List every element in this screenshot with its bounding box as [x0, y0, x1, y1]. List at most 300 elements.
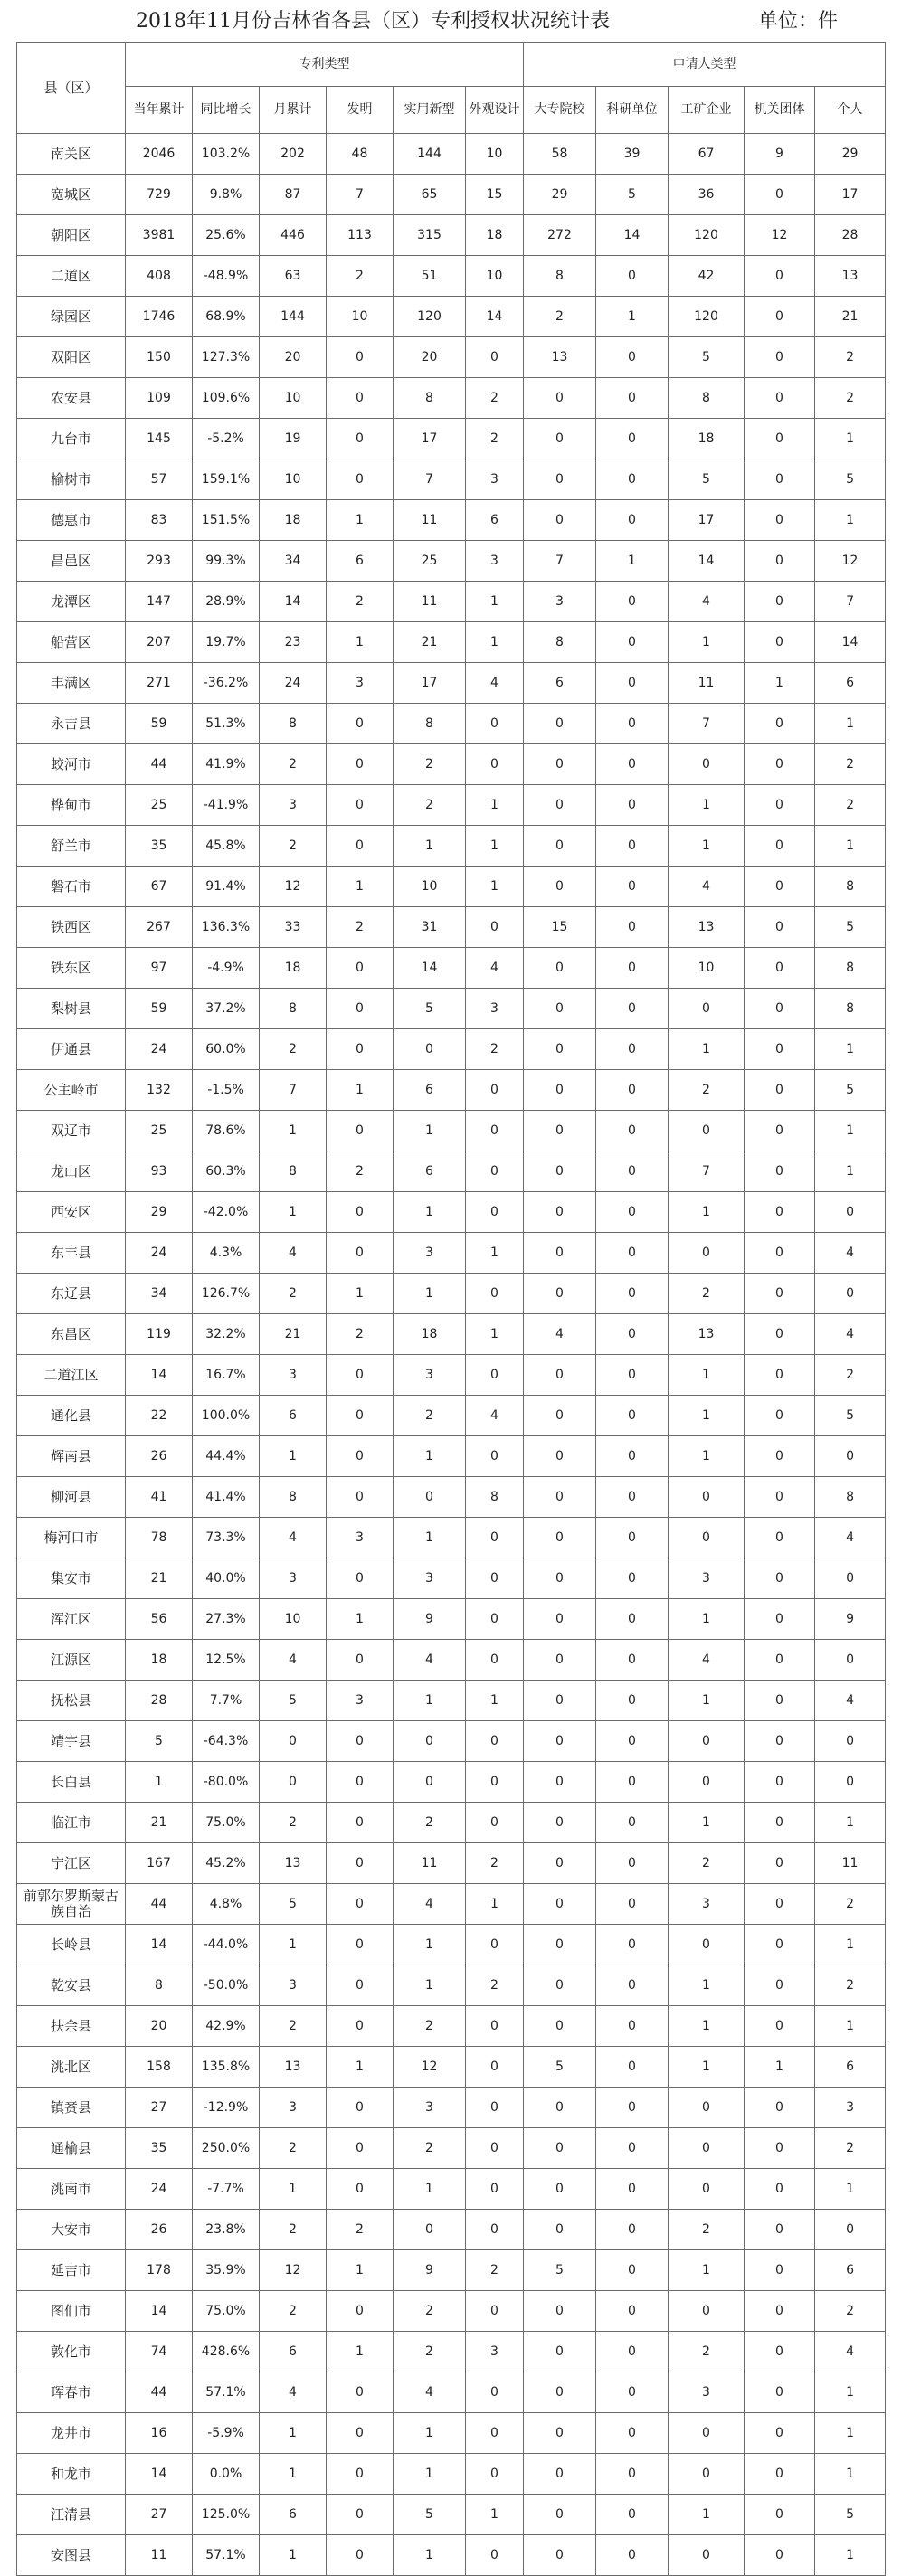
cell-utility-model: 1 [394, 1965, 466, 2006]
column-header-individuals: 个人 [815, 87, 886, 134]
cell-government-organizations: 0 [745, 744, 815, 785]
cell-research-institutes: 0 [596, 1884, 669, 1925]
cell-design: 2 [466, 2250, 524, 2291]
cell-utility-model: 7 [394, 459, 466, 500]
cell-yoy-growth: 78.6% [193, 1111, 260, 1151]
cell-colleges: 0 [524, 378, 596, 419]
cell-invention: 1 [327, 1599, 394, 1640]
cell-invention: 6 [327, 541, 394, 582]
county-name-cell: 九台市 [17, 419, 126, 459]
cell-research-institutes: 0 [596, 907, 669, 948]
cell-design: 1 [466, 785, 524, 826]
cell-yoy-growth: 0.0% [193, 2454, 260, 2495]
cell-current-year-total: 158 [126, 2047, 193, 2088]
cell-invention: 0 [327, 1029, 394, 1070]
county-name-cell: 龙山区 [17, 1151, 126, 1192]
cell-research-institutes: 0 [596, 663, 669, 704]
cell-government-organizations: 0 [745, 2332, 815, 2372]
cell-yoy-growth: -44.0% [193, 1925, 260, 1965]
cell-design: 15 [466, 175, 524, 215]
cell-enterprises: 4 [669, 867, 745, 907]
cell-current-year-total: 93 [126, 1151, 193, 1192]
cell-research-institutes: 0 [596, 2047, 669, 2088]
cell-invention: 7 [327, 175, 394, 215]
cell-yoy-growth: -50.0% [193, 1965, 260, 2006]
cell-monthly-total: 1 [260, 1192, 327, 1233]
cell-utility-model: 18 [394, 1314, 466, 1355]
cell-enterprises: 1 [669, 1355, 745, 1396]
column-header-colleges: 大专院校 [524, 87, 596, 134]
cell-yoy-growth: 109.6% [193, 378, 260, 419]
cell-current-year-total: 16 [126, 2413, 193, 2454]
cell-design: 2 [466, 1965, 524, 2006]
cell-individuals: 2 [815, 2291, 886, 2332]
cell-government-organizations: 0 [745, 2210, 815, 2250]
cell-invention: 0 [327, 2495, 394, 2535]
table-row [17, 134, 886, 175]
county-name-cell: 船营区 [17, 622, 126, 663]
table-row [17, 1681, 886, 1721]
cell-current-year-total: 167 [126, 1843, 193, 1884]
table-row [17, 337, 886, 378]
cell-monthly-total: 6 [260, 2495, 327, 2535]
cell-research-institutes: 0 [596, 256, 669, 297]
table-row [17, 989, 886, 1029]
cell-colleges: 0 [524, 1558, 596, 1599]
cell-current-year-total: 14 [126, 2454, 193, 2495]
cell-design: 0 [466, 744, 524, 785]
cell-design: 0 [466, 2454, 524, 2495]
patent-type-header: 专利类型 [126, 43, 524, 87]
cell-research-institutes: 0 [596, 1965, 669, 2006]
cell-individuals: 5 [815, 907, 886, 948]
cell-government-organizations: 0 [745, 337, 815, 378]
cell-utility-model: 5 [394, 989, 466, 1029]
county-name-cell: 梨树县 [17, 989, 126, 1029]
cell-monthly-total: 8 [260, 1477, 327, 1518]
cell-yoy-growth: 151.5% [193, 500, 260, 541]
cell-current-year-total: 24 [126, 1029, 193, 1070]
cell-enterprises: 2 [669, 1843, 745, 1884]
county-name-cell: 永吉县 [17, 704, 126, 744]
column-header-utility-model: 实用新型 [394, 87, 466, 134]
cell-enterprises: 36 [669, 175, 745, 215]
cell-invention: 2 [327, 582, 394, 622]
cell-individuals: 1 [815, 2454, 886, 2495]
cell-individuals: 1 [815, 826, 886, 867]
cell-government-organizations: 0 [745, 2535, 815, 2576]
cell-current-year-total: 97 [126, 948, 193, 989]
cell-monthly-total: 23 [260, 622, 327, 663]
cell-invention: 1 [327, 1274, 394, 1314]
cell-yoy-growth: 41.4% [193, 1477, 260, 1518]
cell-enterprises: 3 [669, 2372, 745, 2413]
cell-research-institutes: 0 [596, 1843, 669, 1884]
cell-enterprises: 42 [669, 256, 745, 297]
cell-individuals: 2 [815, 1355, 886, 1396]
cell-utility-model: 4 [394, 1884, 466, 1925]
cell-government-organizations: 0 [745, 582, 815, 622]
cell-design: 0 [466, 2210, 524, 2250]
cell-government-organizations: 0 [745, 1355, 815, 1396]
cell-colleges: 0 [524, 704, 596, 744]
cell-utility-model: 3 [394, 1355, 466, 1396]
cell-colleges: 8 [524, 622, 596, 663]
county-name-cell: 桦甸市 [17, 785, 126, 826]
cell-yoy-growth: 60.0% [193, 1029, 260, 1070]
county-name-cell: 珲春市 [17, 2372, 126, 2413]
cell-design: 1 [466, 1681, 524, 1721]
cell-government-organizations: 0 [745, 2250, 815, 2291]
county-name-cell: 大安市 [17, 2210, 126, 2250]
cell-colleges: 0 [524, 744, 596, 785]
cell-yoy-growth: 57.1% [193, 2535, 260, 2576]
cell-utility-model: 51 [394, 256, 466, 297]
cell-utility-model: 1 [394, 1111, 466, 1151]
county-name-cell: 铁东区 [17, 948, 126, 989]
cell-utility-model: 1 [394, 1681, 466, 1721]
cell-research-institutes: 0 [596, 2088, 669, 2128]
cell-individuals: 8 [815, 948, 886, 989]
column-header-monthly-total: 月累计 [260, 87, 327, 134]
cell-current-year-total: 27 [126, 2088, 193, 2128]
cell-utility-model: 17 [394, 663, 466, 704]
cell-design: 10 [466, 134, 524, 175]
cell-research-institutes: 0 [596, 2169, 669, 2210]
cell-monthly-total: 33 [260, 907, 327, 948]
table-row [17, 175, 886, 215]
cell-yoy-growth: 103.2% [193, 134, 260, 175]
cell-monthly-total: 3 [260, 1558, 327, 1599]
cell-design: 0 [466, 2291, 524, 2332]
cell-utility-model: 2 [394, 2006, 466, 2047]
county-name-cell: 铁西区 [17, 907, 126, 948]
cell-design: 0 [466, 2535, 524, 2576]
cell-individuals: 5 [815, 459, 886, 500]
cell-individuals: 3 [815, 2088, 886, 2128]
cell-design: 0 [466, 1599, 524, 1640]
cell-utility-model: 9 [394, 1599, 466, 1640]
cell-individuals: 2 [815, 2128, 886, 2169]
county-name-cell: 辉南县 [17, 1436, 126, 1477]
cell-monthly-total: 10 [260, 1599, 327, 1640]
cell-design: 0 [466, 1518, 524, 1558]
cell-design: 1 [466, 826, 524, 867]
cell-current-year-total: 729 [126, 175, 193, 215]
cell-monthly-total: 18 [260, 948, 327, 989]
cell-enterprises: 1 [669, 1029, 745, 1070]
statistics-table [16, 42, 886, 2576]
cell-individuals: 2 [815, 1884, 886, 1925]
cell-invention: 0 [327, 2006, 394, 2047]
county-name-cell: 集安市 [17, 1558, 126, 1599]
cell-enterprises: 0 [669, 744, 745, 785]
table-row [17, 1477, 886, 1518]
table-row [17, 1314, 886, 1355]
cell-yoy-growth: -48.9% [193, 256, 260, 297]
cell-colleges: 0 [524, 1151, 596, 1192]
cell-yoy-growth: 41.9% [193, 744, 260, 785]
cell-enterprises: 67 [669, 134, 745, 175]
table-row [17, 1599, 886, 1640]
cell-individuals: 2 [815, 744, 886, 785]
cell-monthly-total: 2 [260, 2128, 327, 2169]
cell-invention: 1 [327, 2047, 394, 2088]
cell-enterprises: 1 [669, 2250, 745, 2291]
cell-enterprises: 120 [669, 215, 745, 256]
cell-research-institutes: 0 [596, 1925, 669, 1965]
cell-enterprises: 7 [669, 1151, 745, 1192]
cell-utility-model: 120 [394, 297, 466, 337]
cell-colleges: 0 [524, 2169, 596, 2210]
cell-government-organizations: 0 [745, 1396, 815, 1436]
cell-current-year-total: 150 [126, 337, 193, 378]
cell-individuals: 1 [815, 2413, 886, 2454]
cell-government-organizations: 0 [745, 1762, 815, 1803]
cell-invention: 0 [327, 1762, 394, 1803]
cell-utility-model: 4 [394, 2372, 466, 2413]
table-row [17, 1396, 886, 1436]
cell-design: 1 [466, 2495, 524, 2535]
cell-yoy-growth: 125.0% [193, 2495, 260, 2535]
cell-monthly-total: 144 [260, 297, 327, 337]
cell-current-year-total: 83 [126, 500, 193, 541]
cell-government-organizations: 1 [745, 663, 815, 704]
cell-monthly-total: 2 [260, 2291, 327, 2332]
county-name-cell: 磐石市 [17, 867, 126, 907]
cell-invention: 0 [327, 1843, 394, 1884]
table-row [17, 2088, 886, 2128]
cell-colleges: 6 [524, 663, 596, 704]
cell-research-institutes: 39 [596, 134, 669, 175]
cell-utility-model: 2 [394, 2291, 466, 2332]
cell-yoy-growth: 127.3% [193, 337, 260, 378]
cell-design: 3 [466, 541, 524, 582]
cell-research-institutes: 0 [596, 1558, 669, 1599]
cell-individuals: 0 [815, 1558, 886, 1599]
cell-invention: 0 [327, 1803, 394, 1843]
table-row [17, 2535, 886, 2576]
cell-monthly-total: 13 [260, 2047, 327, 2088]
table-row [17, 2128, 886, 2169]
table-row [17, 1111, 886, 1151]
cell-monthly-total: 21 [260, 1314, 327, 1355]
cell-invention: 1 [327, 2250, 394, 2291]
cell-invention: 10 [327, 297, 394, 337]
cell-yoy-growth: 25.6% [193, 215, 260, 256]
cell-individuals: 6 [815, 663, 886, 704]
cell-utility-model: 1 [394, 1436, 466, 1477]
cell-government-organizations: 0 [745, 1681, 815, 1721]
cell-monthly-total: 2 [260, 2006, 327, 2047]
cell-utility-model: 2 [394, 1803, 466, 1843]
cell-yoy-growth: -5.2% [193, 419, 260, 459]
cell-design: 0 [466, 1192, 524, 1233]
cell-research-institutes: 0 [596, 1721, 669, 1762]
cell-government-organizations: 0 [745, 622, 815, 663]
cell-research-institutes: 0 [596, 1762, 669, 1803]
cell-enterprises: 0 [669, 1925, 745, 1965]
cell-current-year-total: 59 [126, 989, 193, 1029]
cell-research-institutes: 0 [596, 2128, 669, 2169]
cell-invention: 0 [327, 2535, 394, 2576]
cell-monthly-total: 5 [260, 1884, 327, 1925]
cell-individuals: 1 [815, 1925, 886, 1965]
county-name-cell: 柳河县 [17, 1477, 126, 1518]
table-row [17, 1721, 886, 1762]
cell-yoy-growth: 7.7% [193, 1681, 260, 1721]
applicant-type-header: 申请人类型 [524, 43, 886, 87]
cell-research-institutes: 0 [596, 1640, 669, 1681]
cell-yoy-growth: 16.7% [193, 1355, 260, 1396]
cell-government-organizations: 0 [745, 1233, 815, 1274]
cell-individuals: 1 [815, 1029, 886, 1070]
cell-yoy-growth: 44.4% [193, 1436, 260, 1477]
cell-current-year-total: 8 [126, 1965, 193, 2006]
cell-research-institutes: 1 [596, 541, 669, 582]
cell-colleges: 0 [524, 1477, 596, 1518]
cell-government-organizations: 0 [745, 1640, 815, 1681]
cell-government-organizations: 9 [745, 134, 815, 175]
cell-government-organizations: 0 [745, 1192, 815, 1233]
column-header-invention: 发明 [327, 87, 394, 134]
cell-current-year-total: 293 [126, 541, 193, 582]
table-row [17, 2413, 886, 2454]
table-row [17, 1355, 886, 1396]
cell-individuals: 4 [815, 1314, 886, 1355]
cell-invention: 0 [327, 1558, 394, 1599]
cell-yoy-growth: 45.2% [193, 1843, 260, 1884]
cell-colleges: 0 [524, 2332, 596, 2372]
cell-government-organizations: 0 [745, 1111, 815, 1151]
cell-current-year-total: 41 [126, 1477, 193, 1518]
cell-monthly-total: 18 [260, 500, 327, 541]
cell-colleges: 0 [524, 1192, 596, 1233]
county-name-cell: 临江市 [17, 1803, 126, 1843]
county-name-cell: 农安县 [17, 378, 126, 419]
cell-current-year-total: 119 [126, 1314, 193, 1355]
cell-invention: 0 [327, 1965, 394, 2006]
cell-research-institutes: 0 [596, 2291, 669, 2332]
cell-current-year-total: 147 [126, 582, 193, 622]
cell-monthly-total: 2 [260, 2210, 327, 2250]
cell-monthly-total: 1 [260, 1111, 327, 1151]
cell-invention: 0 [327, 1436, 394, 1477]
cell-government-organizations: 0 [745, 1151, 815, 1192]
cell-current-year-total: 35 [126, 2128, 193, 2169]
cell-research-institutes: 0 [596, 2006, 669, 2047]
cell-utility-model: 1 [394, 2454, 466, 2495]
table-row [17, 500, 886, 541]
county-name-cell: 二道江区 [17, 1355, 126, 1396]
cell-monthly-total: 10 [260, 459, 327, 500]
cell-enterprises: 0 [669, 2535, 745, 2576]
cell-government-organizations: 0 [745, 2006, 815, 2047]
county-name-cell: 宁江区 [17, 1843, 126, 1884]
cell-research-institutes: 0 [596, 2454, 669, 2495]
county-name-cell: 通榆县 [17, 2128, 126, 2169]
cell-invention: 0 [327, 1192, 394, 1233]
cell-current-year-total: 21 [126, 1558, 193, 1599]
cell-enterprises: 7 [669, 704, 745, 744]
cell-colleges: 0 [524, 1355, 596, 1396]
table-row [17, 663, 886, 704]
cell-individuals: 2 [815, 337, 886, 378]
county-name-cell: 和龙市 [17, 2454, 126, 2495]
cell-individuals: 1 [815, 2006, 886, 2047]
cell-design: 0 [466, 2047, 524, 2088]
cell-monthly-total: 202 [260, 134, 327, 175]
cell-colleges: 0 [524, 867, 596, 907]
cell-monthly-total: 10 [260, 378, 327, 419]
county-name-cell: 前郭尔罗斯蒙古族自治 [17, 1884, 126, 1925]
cell-utility-model: 3 [394, 2088, 466, 2128]
cell-design: 14 [466, 297, 524, 337]
cell-yoy-growth: -4.9% [193, 948, 260, 989]
cell-government-organizations: 0 [745, 1518, 815, 1558]
cell-yoy-growth: 136.3% [193, 907, 260, 948]
cell-current-year-total: 24 [126, 2169, 193, 2210]
cell-utility-model: 1 [394, 826, 466, 867]
cell-enterprises: 0 [669, 2088, 745, 2128]
table-row [17, 1762, 886, 1803]
cell-design: 0 [466, 337, 524, 378]
cell-individuals: 14 [815, 622, 886, 663]
county-name-cell: 抚松县 [17, 1681, 126, 1721]
cell-design: 0 [466, 2006, 524, 2047]
cell-utility-model: 10 [394, 867, 466, 907]
cell-individuals: 1 [815, 1111, 886, 1151]
cell-invention: 1 [327, 1070, 394, 1111]
cell-government-organizations: 0 [745, 2413, 815, 2454]
cell-enterprises: 3 [669, 1558, 745, 1599]
cell-enterprises: 0 [669, 2169, 745, 2210]
cell-yoy-growth: 57.1% [193, 2372, 260, 2413]
county-name-cell: 镇赉县 [17, 2088, 126, 2128]
cell-enterprises: 13 [669, 907, 745, 948]
cell-yoy-growth: 126.7% [193, 1274, 260, 1314]
county-name-cell: 靖宇县 [17, 1721, 126, 1762]
cell-invention: 1 [327, 500, 394, 541]
cell-colleges: 0 [524, 500, 596, 541]
cell-monthly-total: 6 [260, 1396, 327, 1436]
county-name-cell: 蛟河市 [17, 744, 126, 785]
cell-yoy-growth: 135.8% [193, 2047, 260, 2088]
cell-enterprises: 0 [669, 2128, 745, 2169]
cell-government-organizations: 0 [745, 1965, 815, 2006]
cell-enterprises: 8 [669, 378, 745, 419]
cell-individuals: 5 [815, 1070, 886, 1111]
cell-yoy-growth: 99.3% [193, 541, 260, 582]
table-row [17, 2210, 886, 2250]
table-row [17, 826, 886, 867]
cell-invention: 0 [327, 744, 394, 785]
county-name-cell: 宽城区 [17, 175, 126, 215]
cell-government-organizations: 0 [745, 459, 815, 500]
cell-invention: 0 [327, 337, 394, 378]
column-header-current-year-total: 当年累计 [126, 87, 193, 134]
cell-design: 2 [466, 1029, 524, 1070]
cell-design: 0 [466, 1803, 524, 1843]
county-name-cell: 乾安县 [17, 1965, 126, 2006]
cell-monthly-total: 3 [260, 785, 327, 826]
cell-colleges: 0 [524, 2454, 596, 2495]
cell-utility-model: 3 [394, 1233, 466, 1274]
cell-colleges: 272 [524, 215, 596, 256]
table-row [17, 1436, 886, 1477]
cell-government-organizations: 0 [745, 1029, 815, 1070]
cell-design: 1 [466, 1314, 524, 1355]
